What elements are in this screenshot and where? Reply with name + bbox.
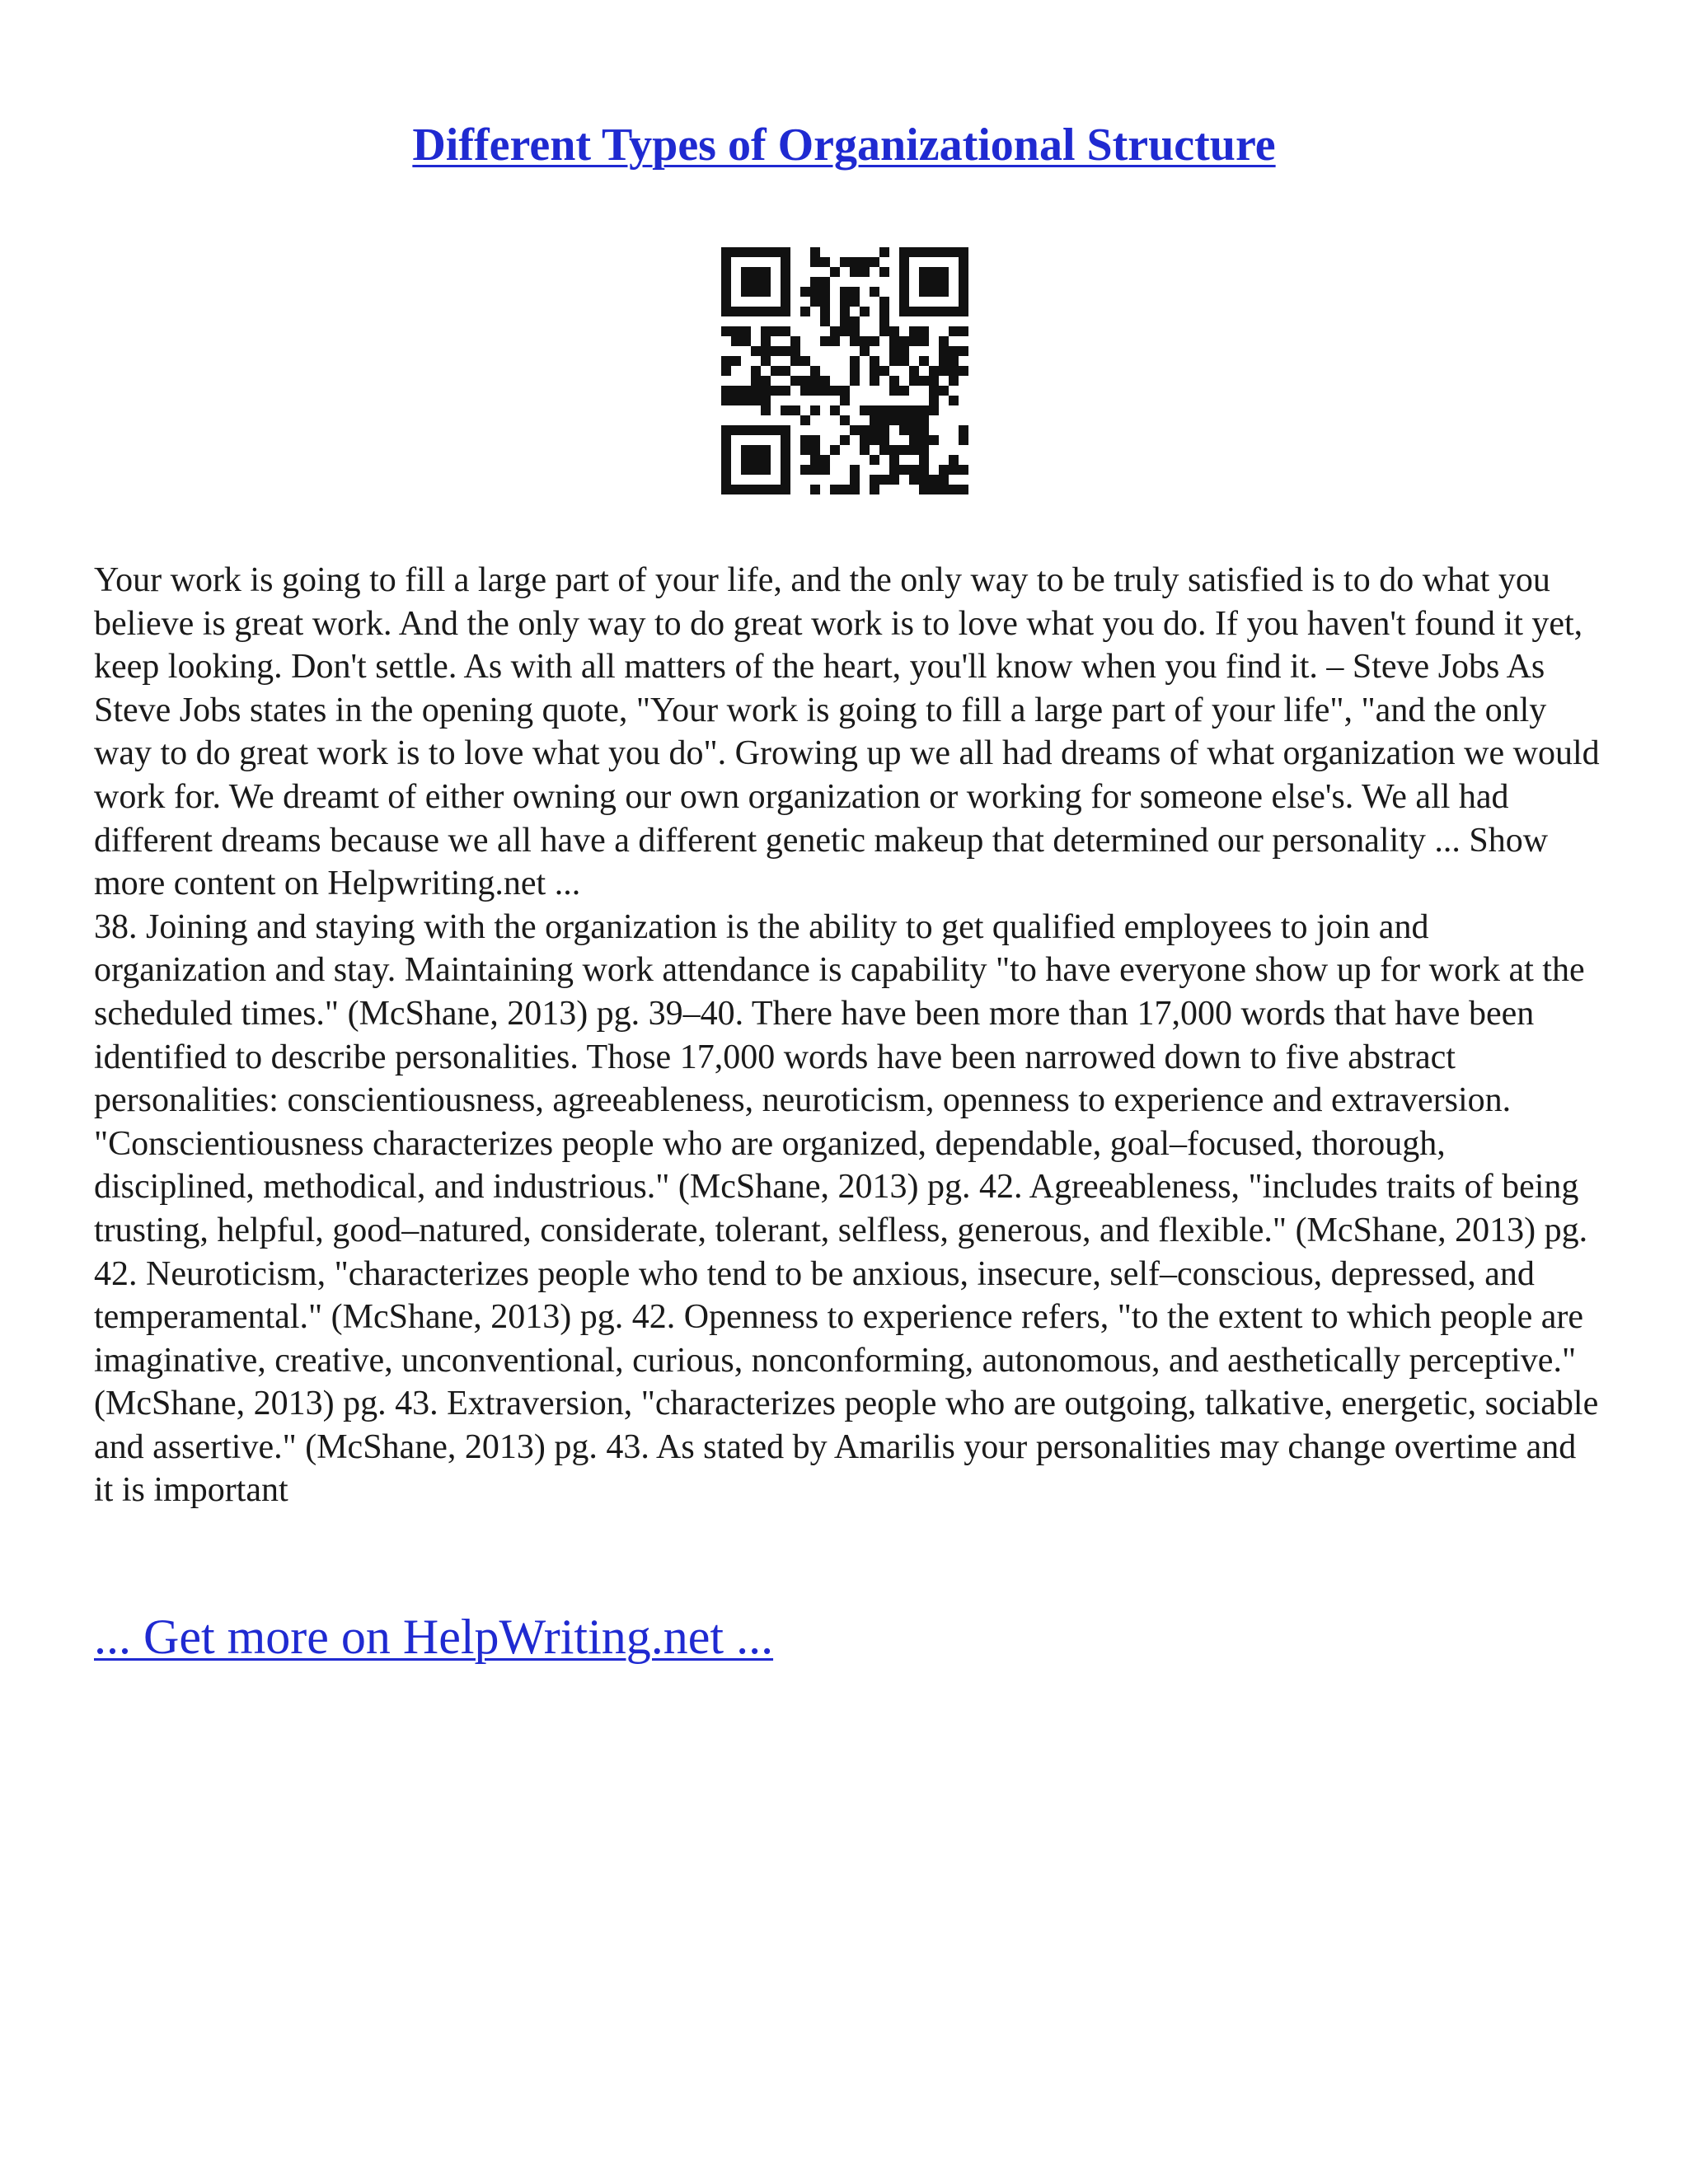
page-title xyxy=(0,115,1688,175)
paragraph-1: Your work is going to fill a large part of your life, and the only way to be truly satisfied is to do what you believe is great work. And the only way to do great work is to love what you do. If you haven't found it yet, keep looking. Don't settle. As with all matters of the heart, you'll know when you find it. – Steve Jobs As Steve Jobs states in the opening quote, "Your work is going to fill a large part of your life", "and the only way to do great work is to love what you do". Growing up we all had dreams of what organization we would work for. We dreamt of either owning our own organization or working for someone else's. We all had different dreams because we all have a different genetic makeup that determined our personality ... Show more content on Helpwriting.net ... xyxy=(94,561,1600,903)
qr-code-icon xyxy=(721,247,968,494)
get-more-link-container xyxy=(94,1607,773,1666)
paragraph-2: 38. Joining and staying with the organization is the ability to get qualified employees to join and organization and stay. Maintaining work attendance is capability "to have everyone show up for work at the scheduled times." (McShane, 2013) pg. 39–40. There have been more than 17,000 words that have been identified to describe personalities. Those 17,000 words have been narrowed down to five abstract personalities: conscientiousness, agreeableness, neuroticism, openness to experience and extraversion. "Conscientiousness characterizes people who are organized, dependable, goal–focused, thorough, disciplined, methodical, and industrious." (McShane, 2013) pg. 42. Agreeableness, "includes traits of being trusting, helpful, good–natured, considerate, tolerant, selfless, generous, and flexible." (McShane, 2013) pg. 42. Neuroticism, "characterizes people who tend to be anxious, insecure, self–conscious, depressed, and temperamental." (McShane, 2013) pg. 42. Openness to experience refers, "to the extent to which people are imaginative, creative, unconventional, curious, nonconforming, autonomous, and aesthetically perceptive." (McShane, 2013) pg. 43. Extraversion, "characterizes people who are outgoing, talkative, energetic, sociable and assertive." (McShane, 2013) pg. 43. As stated by Amarilis your personalities may change overtime and it is important xyxy=(94,907,1599,1510)
get-more-link[interactable]: ... Get more on HelpWriting.net ... xyxy=(94,1610,774,1664)
body-text xyxy=(94,559,1602,1512)
title-link[interactable]: Different Types of Organizational Structure xyxy=(412,120,1276,171)
